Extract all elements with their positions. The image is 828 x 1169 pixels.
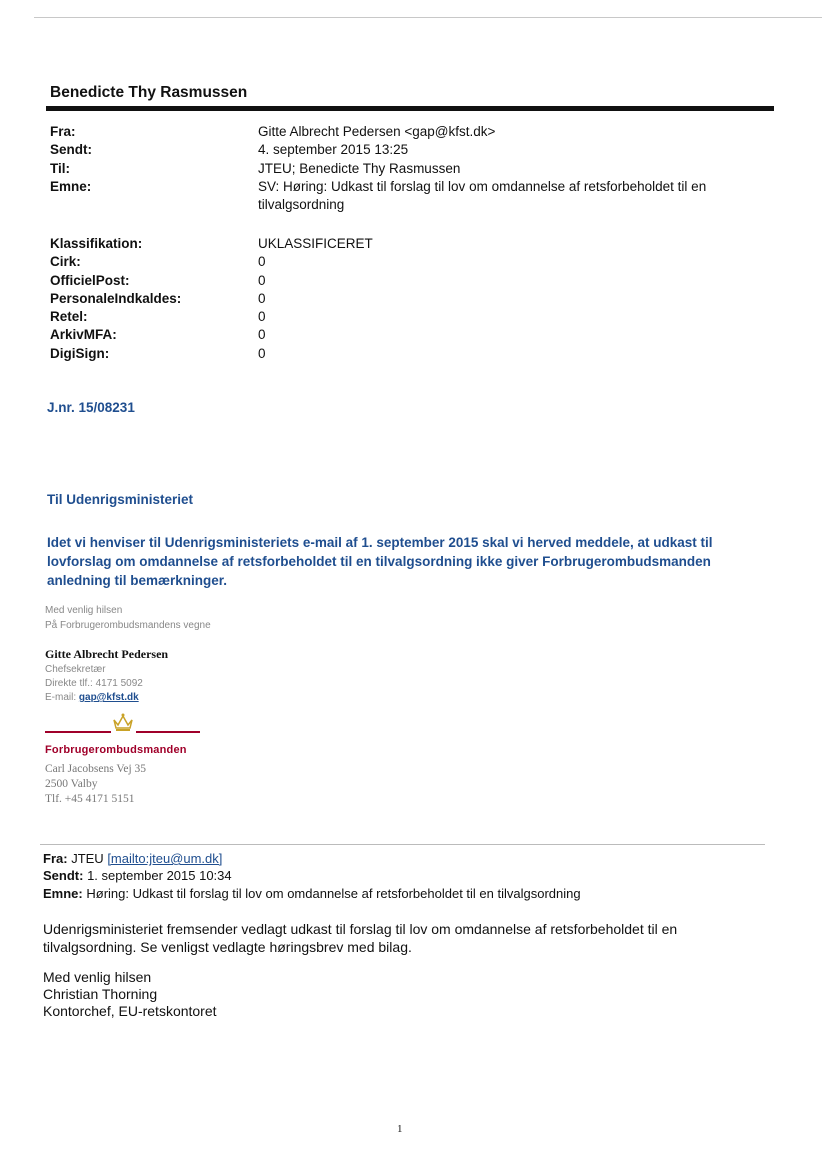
forwarded-subject — [43, 885, 763, 902]
fwd-closing-title: Kontorchef, EU-retskontoret — [43, 1003, 217, 1019]
org-logo-text: Forbrugerombudsmanden — [45, 744, 187, 756]
meta-value: 0 — [258, 309, 266, 325]
fwd-sent-label: Sendt: — [43, 868, 84, 883]
meta-label: PersonaleIndkaldes: — [50, 290, 182, 306]
fwd-mailto-link[interactable]: [mailto:jteu@um.dk] — [107, 851, 223, 866]
logo-line-right — [136, 731, 200, 733]
top-divider — [34, 17, 822, 18]
crown-icon — [112, 712, 134, 732]
header-sent-value: 4. september 2015 13:25 — [258, 142, 409, 158]
fwd-from-label: Fra: — [43, 851, 68, 866]
meta-value: 0 — [258, 327, 266, 343]
email-header — [50, 123, 750, 214]
meta-row — [50, 326, 750, 344]
address-city: 2500 Valby — [45, 778, 98, 790]
address-phone: Tlf. +45 4171 5151 — [45, 793, 135, 805]
fwd-closing-name: Christian Thorning — [43, 986, 158, 1002]
header-label: Emne: — [50, 178, 92, 194]
meta-label: DigiSign: — [50, 345, 110, 361]
fwd-subject-value: Høring: Udkast til forslag til lov om omdannelse af retsforbeholdet til en tilvalgsordning — [86, 886, 581, 901]
header-from-value: Gitte Albrecht Pedersen <gap@kfst.dk> — [258, 124, 496, 139]
meta-row — [50, 290, 750, 308]
email-label: E-mail: — [45, 692, 77, 703]
forwarded-sent — [43, 867, 763, 884]
signature-address — [45, 762, 146, 807]
header-from-row — [50, 123, 750, 141]
meta-row — [50, 272, 750, 290]
signature-email-line — [45, 691, 139, 705]
logo-line-left — [45, 731, 111, 733]
meta-label: OfficielPost: — [50, 272, 130, 288]
fwd-sent-value: 1. september 2015 10:34 — [87, 868, 232, 883]
mailbox-owner-name: Benedicte Thy Rasmussen — [50, 84, 248, 101]
meta-value: 0 — [258, 272, 266, 288]
header-to-value: JTEU; Benedicte Thy Rasmussen — [258, 160, 461, 176]
fwd-closing-line: Med venlig hilsen — [43, 969, 152, 985]
meta-row — [50, 308, 750, 326]
meta-label: Retel: — [50, 309, 88, 325]
greeting: Til Udenrigsministeriet — [47, 492, 194, 507]
owner-divider — [46, 106, 774, 111]
meta-row — [50, 345, 750, 363]
signature-closing: Med venlig hilsen — [45, 605, 123, 616]
forwarded-body: Udenrigsministeriet fremsender vedlagt udkast til forslag til lov om omdannelse af retsforbeholdet til en tilvalgsordning. Se venligst vedlagte høringsbrev med bilag. — [43, 921, 678, 955]
signature-on-behalf: På Forbrugerombudsmandens vegne — [45, 620, 211, 631]
meta-label: Cirk: — [50, 254, 81, 270]
forwarded-closing — [43, 969, 217, 1020]
meta-row — [50, 235, 750, 253]
header-label: Til: — [50, 160, 70, 176]
signature-phone: Direkte tlf.: 4171 5092 — [45, 678, 143, 689]
meta-value: 0 — [258, 254, 266, 270]
fwd-subject-label: Emne: — [43, 886, 83, 901]
classification-block — [50, 235, 750, 363]
forward-divider — [40, 844, 765, 845]
address-street: Carl Jacobsens Vej 35 — [45, 763, 147, 775]
signature-name: Gitte Albrecht Pedersen — [45, 647, 169, 661]
meta-value: UKLASSIFICERET — [258, 236, 373, 251]
reply-body: Idet vi henviser til Udenrigsministeriets e-mail af 1. september 2015 skal vi herved meddele, at udkast til lovforslag om omdannelse af retsforbeholdet til en tilvalgsordning ikke giver Forbrugerombudsmanden anledning til bemærkninger. — [47, 535, 713, 588]
fwd-from-name: JTEU — [71, 851, 104, 866]
meta-label: ArkivMFA: — [50, 327, 117, 343]
email-link[interactable]: gap@kfst.dk — [78, 692, 139, 703]
forwarded-from — [43, 850, 763, 867]
meta-row — [50, 253, 750, 271]
header-sent-row — [50, 141, 750, 159]
header-to-row — [50, 160, 750, 178]
signature-title: Chefsekretær — [45, 664, 106, 675]
header-subject-row — [50, 178, 750, 215]
page-number: 1 — [397, 1123, 403, 1135]
meta-value: 0 — [258, 290, 266, 306]
meta-value: 0 — [258, 345, 266, 361]
meta-label: Klassifikation: — [50, 236, 143, 251]
header-label: Sendt: — [50, 142, 92, 158]
header-subject-value: SV: Høring: Udkast til forslag til lov om omdannelse af retsforbeholdet til en tilvalgsordning — [258, 178, 707, 213]
header-label: Fra: — [50, 124, 76, 139]
journal-number: J.nr. 15/08231 — [47, 400, 135, 415]
